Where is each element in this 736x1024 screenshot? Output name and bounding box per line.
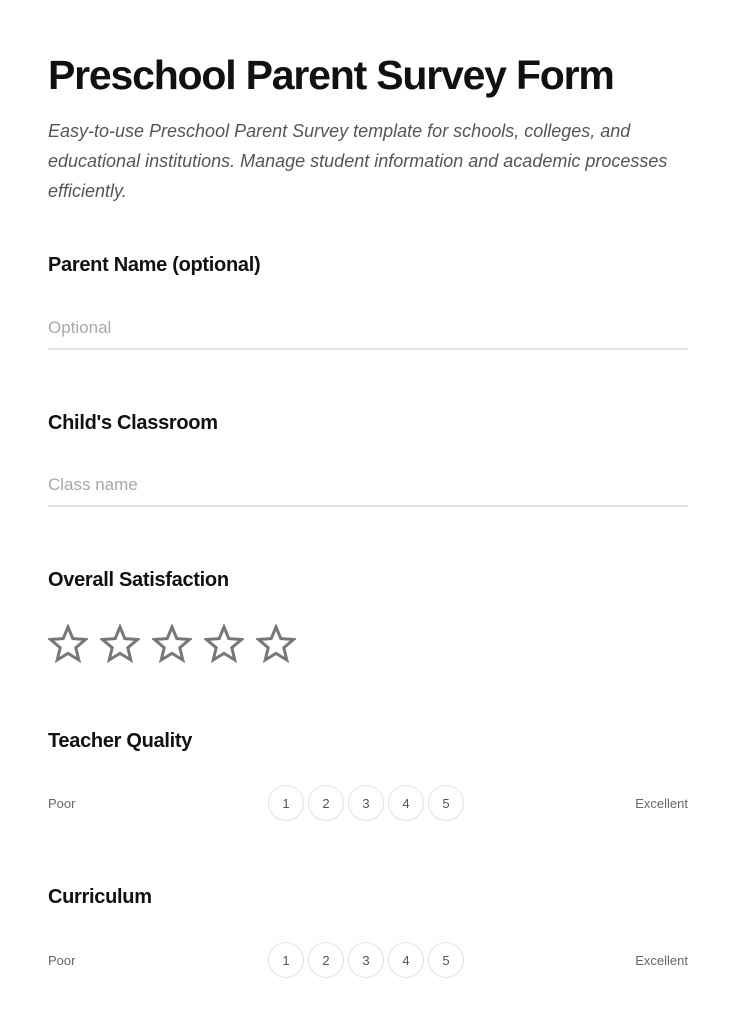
star-icon[interactable] — [152, 624, 192, 664]
scale-options — [268, 785, 464, 821]
satisfaction-label: Overall Satisfaction — [48, 569, 229, 591]
scale-option-2[interactable]: 2 — [308, 785, 344, 821]
curriculum-label: Curriculum — [48, 886, 152, 908]
star-rating — [48, 624, 296, 664]
classroom-input[interactable] — [48, 465, 688, 507]
page-title-text: Preschool Parent Survey Form — [48, 52, 614, 98]
scale-option-5[interactable]: 5 — [428, 785, 464, 821]
scale-high-label: Excellent — [635, 953, 688, 968]
scale-option-3[interactable]: 3 — [348, 785, 384, 821]
scale-option-4[interactable]: 4 — [388, 785, 424, 821]
star-icon[interactable] — [204, 624, 244, 664]
scale-option-1[interactable]: 1 — [268, 942, 304, 978]
scale-option-1[interactable]: 1 — [268, 785, 304, 821]
star-icon[interactable] — [48, 624, 88, 664]
parent-name-label: Parent Name (optional) — [48, 254, 261, 276]
scale-option-5[interactable]: 5 — [428, 942, 464, 978]
scale-high-label: Excellent — [635, 796, 688, 811]
scale-low-label: Poor — [48, 796, 76, 811]
classroom-label: Child's Classroom — [48, 412, 218, 434]
parent-name-input[interactable] — [48, 308, 688, 350]
scale-option-4[interactable]: 4 — [388, 942, 424, 978]
scale-low-label: Poor — [48, 953, 76, 968]
teacher-quality-label: Teacher Quality — [48, 730, 193, 752]
page-description: Easy-to-use Preschool Parent Survey template for schools, colleges, and educational institutions. Manage student information and academic processes efficiently. — [48, 121, 668, 201]
curriculum-scale — [48, 942, 688, 980]
star-icon[interactable] — [100, 624, 140, 664]
page-title — [48, 50, 614, 100]
scale-options — [268, 942, 464, 978]
scale-option-3[interactable]: 3 — [348, 942, 384, 978]
teacher-quality-scale — [48, 785, 688, 823]
star-icon[interactable] — [256, 624, 296, 664]
scale-option-2[interactable]: 2 — [308, 942, 344, 978]
